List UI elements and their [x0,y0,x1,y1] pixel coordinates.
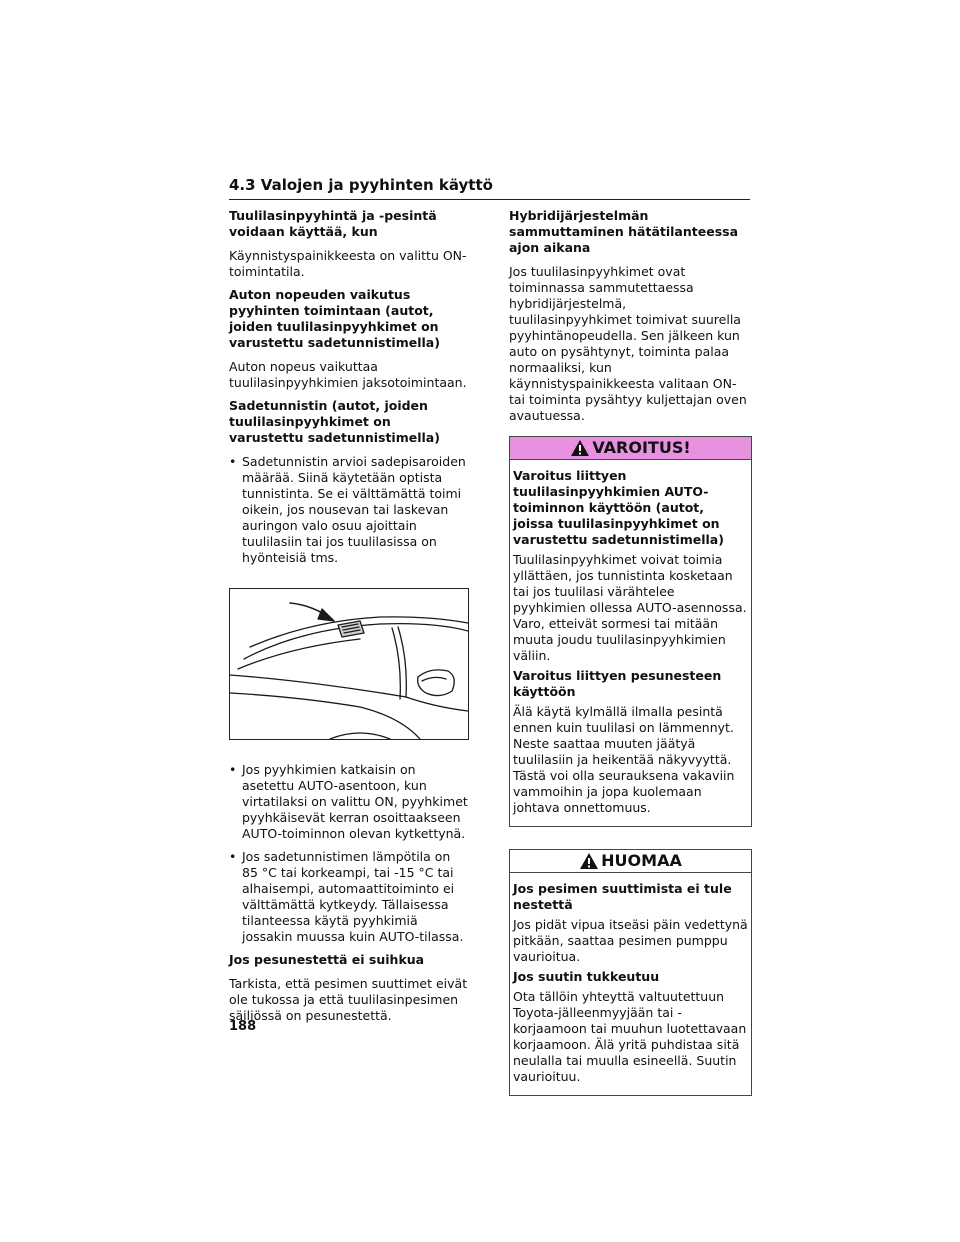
page-number: 188 [229,1019,257,1034]
notice-box [509,849,752,1096]
windshield-rain-sensor-illustration [229,588,469,740]
heading-emergency-shutdown: Hybridijärjestelmän sammuttaminen hätätilanteessa ajon aikana [509,208,739,255]
bullet-auto-wipe: • Jos pyyhkimien katkaisin on asetettu AUTO-asentoon, kun virtatilaksi on valittu ON, pyyhkimet pyyhkäisevät kerran osoittaakseen AUTO-toiminnon olevan kytkettynä. [229,762,469,842]
warning-triangle-icon [570,439,590,457]
bullet-rain-sensor: • Sadetunnistin arvioi sadepisaroiden määrää. Siinä käytetään optista tunnistinta. Se ei välttämättä toimi oikein, jos nousevan tai laskevan auringon valo osuu ajoittain tuulilasiin tai jos tuulilasissa on hyönteisiä tms. [229,454,469,566]
section-title: 4.3 Valojen ja pyyhinten käyttö [229,176,750,200]
left-column [229,208,469,1031]
notice-heading-nozzle-clogged: Jos suutin tukkeutuu [513,969,660,984]
right-column [509,208,752,1114]
notice-triangle-icon [579,852,599,870]
rain-sensor [338,621,364,637]
notice-paragraph-nozzle-clogged: Ota tällöin yhteyttä valtuutettuun Toyota-jälleenmyyjään tai -korjaamoon tai muuhun luotettavaan korjaamoon. Älä yritä puhdistaa sitä neulalla tai muulla esineellä. Suutin vaurioituu. [513,989,747,1084]
warning-paragraph-auto: Tuulilasinpyyhkimet voivat toimia yllättäen, jos tunnistinta kosketaan tai jos tuulilasi värähtelee pyyhkimien ollessa AUTO-asennossa. Varo, etteivät sormesi tai mitään muuta joudu tuulilasinpyyhkimien väliin. [513,552,747,663]
notice-paragraph-no-fluid: Jos pidät vipua itseäsi päin vedettynä pitkään, saattaa pesimen pumppu vaurioitua. [513,917,748,964]
heading-speed-effect: Auton nopeuden vaikutus pyyhinten toimintaan (autot, joiden tuulilasinpyyhkimet on varustettu sadetunnistimella) [229,287,440,350]
bullet-sensor-temperature: • Jos sadetunnistimen lämpötila on 85 °C tai korkeampi, tai -15 °C tai alhaisempi, automaattitoiminto ei välttämättä kytkeydy. Tällaisessa tilanteessa käytä pyyhkimiä jossakin muussa kuin AUTO-tilassa. [229,849,469,945]
notice-header [510,850,751,873]
paragraph-speed-effect: Auton nopeus vaikuttaa tuulilasinpyyhkimien jaksotoimintaan. [229,359,467,390]
warning-header [510,437,751,460]
heading-no-washer-fluid: Jos pesunestettä ei suihkua [229,952,425,967]
notice-title: HUOMAA [601,851,682,870]
warning-box [509,436,752,827]
notice-heading-no-fluid: Jos pesimen suuttimista ei tule nestettä [513,881,732,912]
warning-heading-auto: Varoitus liittyen tuulilasinpyyhkimien AUTO-toiminnon käyttöön (autot, joissa tuulilasinpyyhkimet on varustettu sadetunnistimella) [513,468,724,547]
warning-title: VAROITUS! [592,438,691,457]
heading-wiper-conditions: Tuulilasinpyyhintä ja -pesintä voidaan käyttää, kun [229,208,437,239]
paragraph-ignition-on: Käynnistyspainikkeesta on valittu ON-toimintatila. [229,248,467,279]
warning-heading-washer-fluid: Varoitus liittyen pesunesteen käyttöön [513,668,722,699]
paragraph-check-nozzles: Tarkista, että pesimen suuttimet eivät ole tukossa ja että tuulilasinpesimen säiliössä on pesunestettä. [229,976,468,1023]
heading-rain-sensor: Sadetunnistin (autot, joiden tuulilasinpyyhkimet on varustettu sadetunnistimella) [229,398,440,445]
warning-paragraph-washer-fluid: Älä käytä kylmällä ilmalla pesintä ennen kuin tuulilasi on lämmennyt. Neste saattaa muuten jäätyä tuulilasiin ja heikentää näkyvyyttä. Tästä voi olla seurauksena vakaviin vammoihin ja jopa kuolemaan johtava onnettomuus. [513,704,735,815]
paragraph-emergency-shutdown: Jos tuulilasinpyyhkimet ovat toiminnassa sammutettaessa hybridijärjestelmä, tuulilasinpyyhkimet toimivat suurella pyyhintänopeudella. Sen jälkeen kun auto on pysähtynyt, toiminta palaa normaaliksi, kun käynnistyspainikkeesta valitaan ON- tai toiminta pysähtyy kuljettajan oven avautuessa. [509,264,747,423]
